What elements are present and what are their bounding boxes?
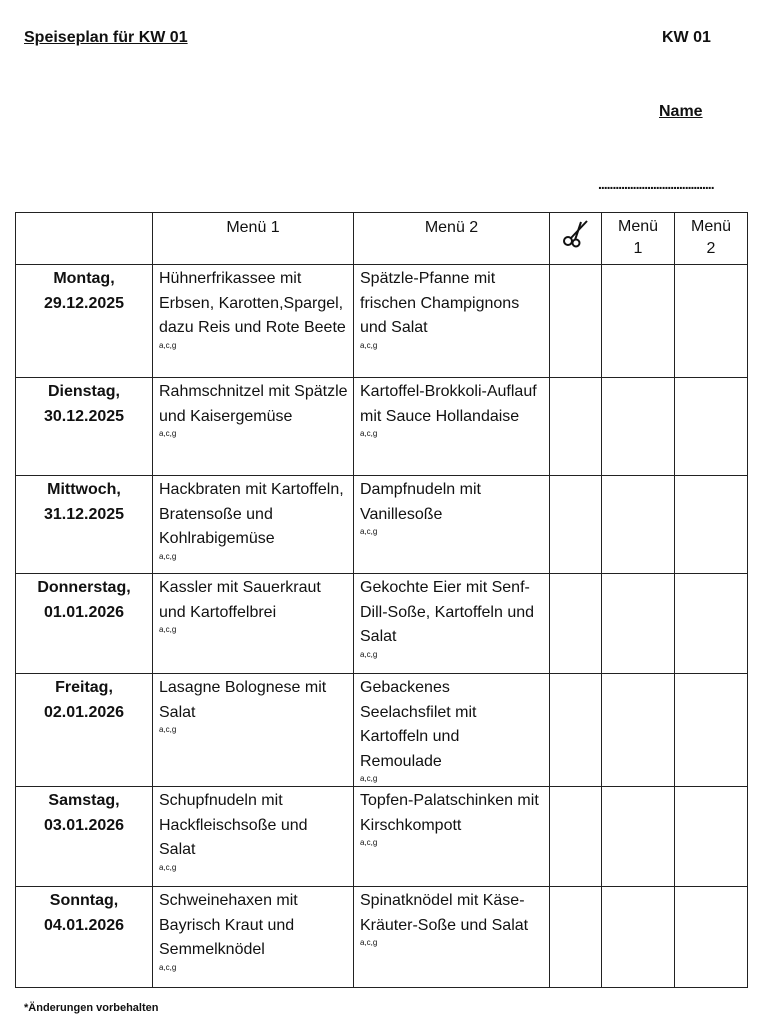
weekday: Mittwoch, (47, 481, 121, 498)
menu1-dish: Lasagne Bolognese mit Salat (159, 679, 327, 721)
menu1-allergens: a,c,g (159, 725, 177, 734)
name-signature-line[interactable]: ........................................ (598, 176, 714, 192)
menu1-allergens: a,c,g (159, 340, 177, 350)
menu1-column-header: Menü 1 (153, 213, 354, 265)
order-menu2-column-header (675, 213, 748, 265)
menu2-dish: Kartoffel-Brokkoli-Auflauf mit Sauce Hollandaise (360, 383, 537, 425)
menu2-allergens: a,c,g (360, 774, 378, 783)
name-label: Name (659, 103, 703, 120)
menu2-column-header: Menü 2 (354, 213, 550, 265)
menu2-dish: Gekochte Eier mit Senf-Dill-Soße, Kartoffeln und Salat (360, 579, 535, 645)
order-menu2-cell[interactable] (675, 787, 748, 887)
menu2-dish: Spätzle-Pfanne mit frischen Champignons und Salat (360, 270, 520, 336)
menu2-allergens: a,c,g (360, 649, 378, 659)
menu1-allergens: a,c,g (159, 429, 177, 438)
table-row-tuesday (16, 378, 748, 476)
day-cell (16, 476, 153, 574)
menu2-dish: Spinatknödel mit Käse-Kräuter-Soße und Salat (360, 892, 529, 934)
menu2-allergens: a,c,g (360, 340, 378, 350)
order-menu2-cell[interactable] (675, 674, 748, 787)
date: 04.01.2026 (43, 916, 125, 934)
order-menu1-cell[interactable] (602, 378, 675, 476)
order-menu2-cell[interactable] (675, 574, 748, 674)
menu1-dish: Schupfnudeln mit Hackfleischsoße und Salat (159, 792, 308, 858)
table-row-wednesday (16, 476, 748, 574)
day-cell (16, 674, 153, 787)
day-cell (16, 887, 153, 988)
day-cell (16, 787, 153, 887)
weekday: Freitag, (55, 679, 113, 696)
date: 30.12.2025 (43, 407, 125, 425)
day-cell (16, 378, 153, 476)
day-column-header (16, 213, 153, 265)
day-cell (16, 574, 153, 674)
order-menu1-cell[interactable] (602, 674, 675, 787)
table-row-thursday (16, 574, 748, 674)
menu2-cell (354, 378, 550, 476)
order-menu1-cell[interactable] (602, 476, 675, 574)
menu1-dish: Kassler mit Sauerkraut und Kartoffelbrei (159, 579, 321, 621)
cut-cell (550, 574, 602, 674)
cut-cell (550, 787, 602, 887)
menu1-cell (153, 574, 354, 674)
cut-cell (550, 674, 602, 787)
table-row-monday (16, 265, 748, 378)
footnote: *Änderungen vorbehalten (24, 1002, 159, 1014)
date: 01.01.2026 (43, 603, 125, 621)
menu1-dish: Hühnerfrikassee mit Erbsen, Karotten,Spargel, dazu Reis und Rote Beete (159, 270, 346, 336)
menu2-cell (354, 674, 550, 787)
page-title: Speiseplan für KW 01 (24, 29, 188, 46)
menu1-allergens: a,c,g (159, 862, 177, 872)
order-menu1-header-line1: Menü (617, 218, 659, 235)
menu1-allergens: a,c,g (159, 962, 177, 972)
menu1-cell (153, 265, 354, 378)
order-menu1-header-line2: 1 (633, 240, 643, 257)
order-menu1-cell[interactable] (602, 265, 675, 378)
scissors-icon (561, 218, 591, 257)
date: 02.01.2026 (43, 703, 125, 721)
menu2-allergens: a,c,g (360, 429, 378, 438)
menu2-cell (354, 265, 550, 378)
order-menu2-cell[interactable] (675, 887, 748, 988)
order-menu2-cell[interactable] (675, 265, 748, 378)
order-menu1-cell[interactable] (602, 787, 675, 887)
date: 03.01.2026 (43, 816, 125, 834)
scissors-column-header (550, 213, 602, 265)
menu1-allergens: a,c,g (159, 625, 177, 634)
cut-cell (550, 887, 602, 988)
menu2-allergens: a,c,g (360, 527, 378, 536)
menu1-cell (153, 787, 354, 887)
cut-cell (550, 265, 602, 378)
day-cell (16, 265, 153, 378)
date: 31.12.2025 (43, 505, 125, 523)
order-menu2-header-line2: 2 (706, 240, 716, 257)
order-menu1-column-header (602, 213, 675, 265)
menu2-cell (354, 887, 550, 988)
order-menu2-cell[interactable] (675, 476, 748, 574)
weekday: Montag, (53, 270, 115, 287)
order-menu1-cell[interactable] (602, 887, 675, 988)
table-header-row (16, 213, 748, 265)
menu2-allergens: a,c,g (360, 938, 378, 947)
menu1-cell (153, 378, 354, 476)
menu2-cell (354, 787, 550, 887)
menu2-dish: Dampfnudeln mit Vanillesoße (360, 481, 481, 523)
menu2-dish: Topfen-Palatschinken mit Kirschkompott (360, 792, 539, 834)
menu1-allergens: a,c,g (159, 551, 177, 561)
menu1-dish: Rahmschnitzel mit Spätzle und Kaisergemüse (159, 383, 348, 425)
weekday: Donnerstag, (37, 579, 131, 596)
week-label: KW 01 (662, 29, 711, 46)
menu1-cell (153, 476, 354, 574)
menu2-allergens: a,c,g (360, 838, 378, 847)
cut-cell (550, 378, 602, 476)
menu1-dish: Hackbraten mit Kartoffeln, Bratensoße und Kohlrabigemüse (159, 481, 344, 547)
table-row-saturday (16, 787, 748, 887)
menu1-cell (153, 887, 354, 988)
weekday: Sonntag, (49, 892, 119, 909)
order-menu2-header-line1: Menü (690, 218, 732, 235)
table-row-sunday (16, 887, 748, 988)
table-row-friday (16, 674, 748, 787)
menu2-cell (354, 476, 550, 574)
menu2-cell (354, 574, 550, 674)
weekday: Samstag, (48, 792, 120, 809)
date: 29.12.2025 (43, 294, 125, 312)
order-menu2-cell[interactable] (675, 378, 748, 476)
menu-table (15, 212, 748, 988)
cut-cell (550, 476, 602, 574)
order-menu1-cell[interactable] (602, 574, 675, 674)
weekday: Dienstag, (47, 383, 120, 400)
menu2-dish: Gebackenes Seelachsfilet mit Kartoffeln und Remoulade (360, 679, 477, 770)
menu1-cell (153, 674, 354, 787)
menu1-dish: Schweinehaxen mit Bayrisch Kraut und Semmelknödel (159, 892, 298, 958)
